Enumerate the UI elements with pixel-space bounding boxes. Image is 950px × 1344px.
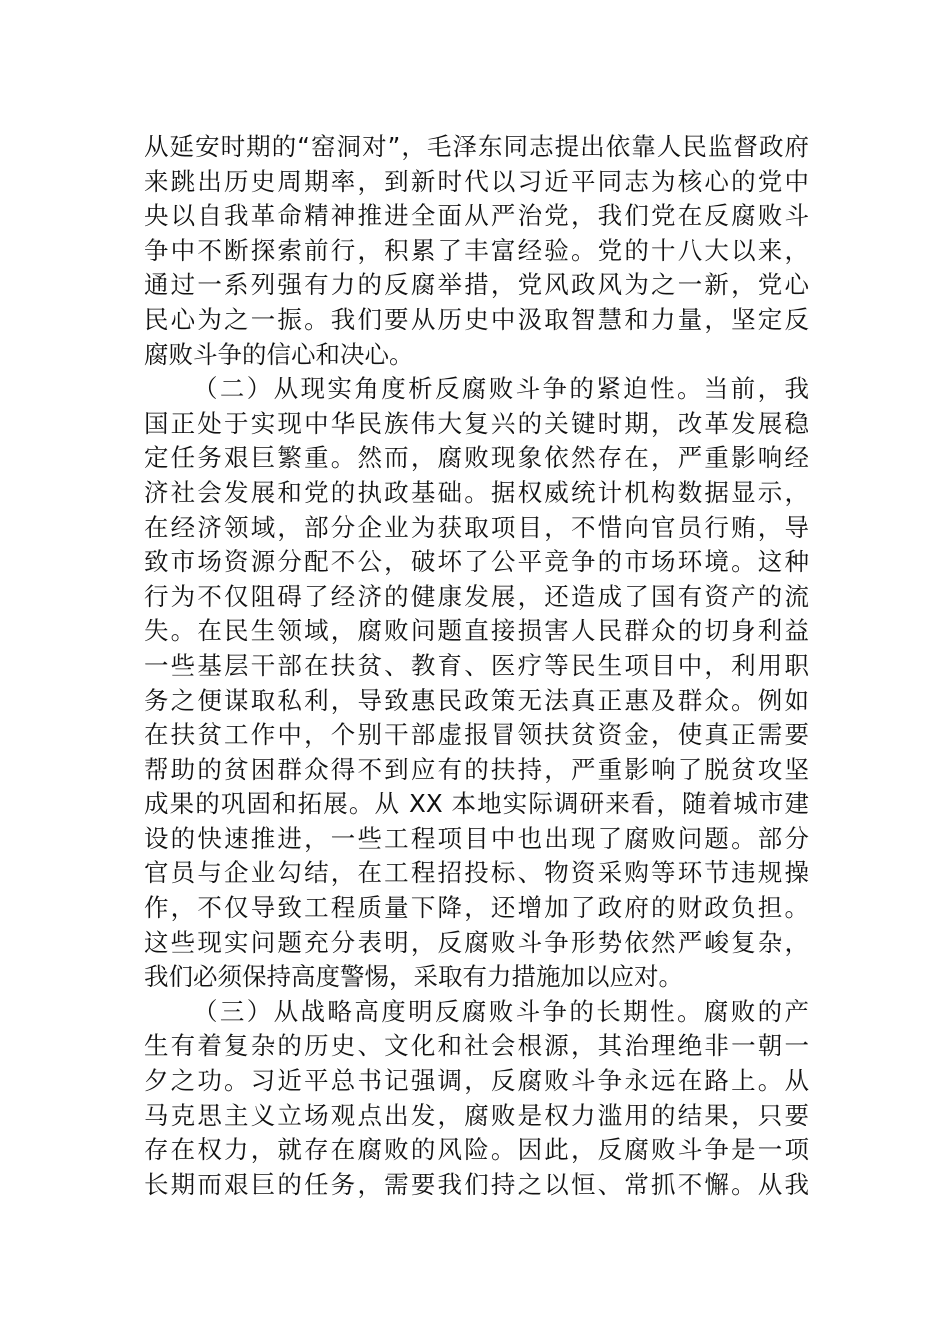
line-text: 央以自我革命精神推进全面从严治党，我们党在反腐败斗	[144, 201, 809, 231]
line-text: 这些现实问题充分表明，反腐败斗争形势依然严峻复杂，	[144, 927, 809, 957]
body-text	[144, 130, 809, 1202]
line-text: 失。在民生领域，腐败问题直接损害人民群众的切身利益	[144, 616, 809, 646]
text-line	[144, 1133, 809, 1168]
text-line	[144, 787, 809, 822]
line-text: 济社会发展和党的执政基础。据权威统计机构数据显示，	[144, 477, 809, 507]
line-text: 设的快速推进，一些工程项目中也出现了腐败问题。部分	[144, 823, 809, 853]
text-line	[144, 511, 809, 546]
text-line	[144, 1168, 809, 1203]
text-line	[144, 995, 809, 1030]
paragraph	[144, 372, 809, 995]
line-text: 成果的巩固和拓展。从 XX 本地实际调研来看，随着城市建	[144, 789, 809, 819]
line-text: 帮助的贫困群众得不到应有的扶持，严重影响了脱贫攻坚	[144, 754, 809, 784]
text-line	[144, 1099, 809, 1134]
text-line	[144, 303, 809, 338]
text-line	[144, 926, 809, 961]
line-text: 腐败斗争的信心和决心。	[144, 339, 414, 369]
line-text: 生有着复杂的历史、文化和社会根源，其治理绝非一朝一	[144, 1031, 809, 1061]
text-line	[144, 545, 809, 580]
text-line	[144, 960, 809, 995]
line-text: 官员与企业勾结，在工程招投标、物资采购等环节违规操	[144, 858, 809, 888]
line-text: 争中不断探索前行，积累了丰富经验。党的十八大以来，	[144, 235, 809, 265]
text-line	[144, 234, 809, 269]
line-text: 作，不仅导致工程质量下降，还增加了政府的财政负担。	[144, 893, 809, 923]
line-text: 民心为之一振。我们要从历史中汲取智慧和力量，坚定反	[144, 304, 809, 334]
text-line	[144, 684, 809, 719]
text-line	[144, 891, 809, 926]
line-text: 来跳出历史周期率，到新时代以习近平同志为核心的党中	[144, 166, 809, 196]
line-text: 定任务艰巨繁重。然而，腐败现象依然存在，严重影响经	[144, 443, 809, 473]
line-text: 国正处于实现中华民族伟大复兴的关键时期，改革发展稳	[144, 408, 809, 438]
paragraph	[144, 130, 809, 372]
text-line	[144, 407, 809, 442]
line-text: 存在权力，就存在腐败的风险。因此，反腐败斗争是一项	[144, 1135, 809, 1165]
line-text: （三）从战略高度明反腐败斗争的长期性。腐败的产	[193, 996, 809, 1026]
line-text: 从延安时期的“窑洞对”，毛泽东同志提出依靠人民监督政府	[144, 132, 809, 161]
paragraph	[144, 995, 809, 1203]
line-text: 务之便谋取私利，导致惠民政策无法真正惠及群众。例如	[144, 685, 809, 715]
line-text: 行为不仅阻碍了经济的健康发展，还造成了国有资产的流	[144, 581, 809, 611]
line-text: （二）从现实角度析反腐败斗争的紧迫性。当前，我	[193, 374, 809, 404]
text-line	[144, 1029, 809, 1064]
line-text: 在扶贫工作中，个别干部虚报冒领扶贫资金，使真正需要	[144, 720, 809, 750]
text-line	[144, 165, 809, 200]
text-line	[144, 614, 809, 649]
line-text: 夕之功。习近平总书记强调，反腐败斗争永远在路上。从	[144, 1066, 809, 1096]
text-line	[144, 268, 809, 303]
text-line	[144, 1064, 809, 1099]
text-line	[144, 718, 809, 753]
text-line	[144, 649, 809, 684]
text-line	[144, 372, 809, 407]
text-line	[144, 199, 809, 234]
line-text: 长期而艰巨的任务，需要我们持之以恒、常抓不懈。从我	[144, 1169, 809, 1199]
text-line	[144, 822, 809, 857]
text-line	[144, 130, 809, 165]
line-text: 通过一系列强有力的反腐举措，党风政风为之一新，党心	[144, 270, 809, 300]
line-text: 在经济领域，部分企业为获取项目，不惜向官员行贿，导	[144, 512, 809, 542]
text-line	[144, 338, 809, 373]
line-text: 一些基层干部在扶贫、教育、医疗等民生项目中，利用职	[144, 650, 809, 680]
text-line	[144, 856, 809, 891]
line-text: 马克思主义立场观点出发，腐败是权力滥用的结果，只要	[144, 1100, 809, 1130]
text-line	[144, 753, 809, 788]
line-text: 我们必须保持高度警惕，采取有力措施加以应对。	[144, 962, 683, 992]
line-text: 致市场资源分配不公，破坏了公平竞争的市场环境。这种	[144, 547, 809, 577]
text-line	[144, 441, 809, 476]
text-line	[144, 476, 809, 511]
text-line	[144, 580, 809, 615]
